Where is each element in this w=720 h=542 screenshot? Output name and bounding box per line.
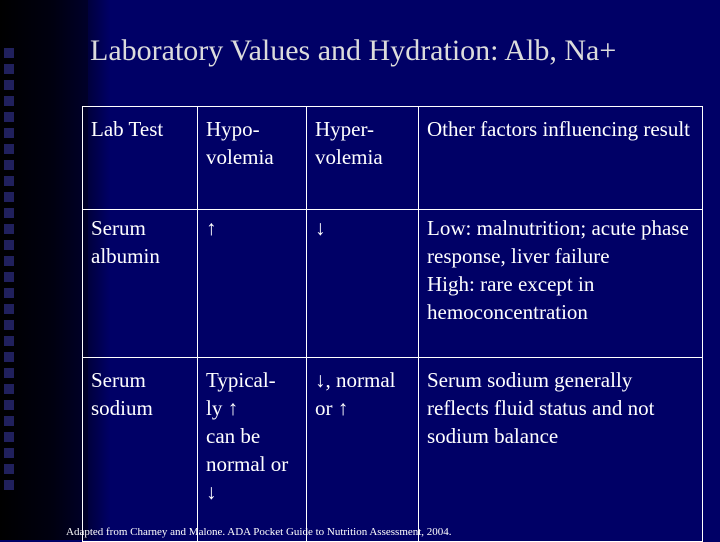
cell-hypovolemia: ↑ xyxy=(198,210,307,358)
decorative-square xyxy=(4,128,14,138)
header-hypovolemia: Hypo- volemia xyxy=(198,107,307,210)
decorative-square xyxy=(4,288,14,298)
decorative-square xyxy=(4,304,14,314)
decorative-square xyxy=(4,400,14,410)
header-lab-test: Lab Test xyxy=(83,107,198,210)
decorative-square xyxy=(4,464,14,474)
decorative-squares xyxy=(4,48,20,498)
header-other-factors: Other factors influencing result xyxy=(419,107,703,210)
lab-values-table xyxy=(82,106,703,542)
decorative-square xyxy=(4,272,14,282)
decorative-square xyxy=(4,48,14,58)
decorative-square xyxy=(4,112,14,122)
decorative-square xyxy=(4,224,14,234)
header-hypervolemia: Hyper- volemia xyxy=(307,107,419,210)
decorative-square xyxy=(4,256,14,266)
cell-other-factors: Serum sodium generally reflects fluid status and not sodium balance xyxy=(419,358,703,542)
cell-hypervolemia: ↓ xyxy=(307,210,419,358)
decorative-square xyxy=(4,176,14,186)
decorative-square xyxy=(4,384,14,394)
decorative-square xyxy=(4,160,14,170)
cell-lab-test: Serum albumin xyxy=(83,210,198,358)
decorative-square xyxy=(4,80,14,90)
table-row-sodium xyxy=(83,358,703,542)
decorative-square xyxy=(4,320,14,330)
decorative-square xyxy=(4,144,14,154)
decorative-square xyxy=(4,64,14,74)
table-row-albumin xyxy=(83,210,703,358)
decorative-square xyxy=(4,448,14,458)
decorative-square xyxy=(4,480,14,490)
slide-title: Laboratory Values and Hydration: Alb, Na+ xyxy=(90,34,617,67)
left-decorative-band xyxy=(0,0,88,540)
cell-hypervolemia: ↓, normal or ↑ xyxy=(307,358,419,542)
decorative-square xyxy=(4,96,14,106)
table-header-row xyxy=(83,107,703,210)
decorative-square xyxy=(4,416,14,426)
source-citation: Adapted from Charney and Malone. ADA Pocket Guide to Nutrition Assessment, 2004. xyxy=(66,526,452,538)
decorative-square xyxy=(4,368,14,378)
decorative-square xyxy=(4,352,14,362)
decorative-square xyxy=(4,240,14,250)
cell-hypovolemia: Typical- ly ↑ can be normal or ↓ xyxy=(198,358,307,542)
cell-other-factors: Low: malnutrition; acute phase response, liver failure High: rare except in hemoconcentration xyxy=(419,210,703,358)
decorative-square xyxy=(4,192,14,202)
decorative-square xyxy=(4,432,14,442)
decorative-square xyxy=(4,336,14,346)
cell-lab-test: Serum sodium xyxy=(83,358,198,542)
decorative-square xyxy=(4,208,14,218)
